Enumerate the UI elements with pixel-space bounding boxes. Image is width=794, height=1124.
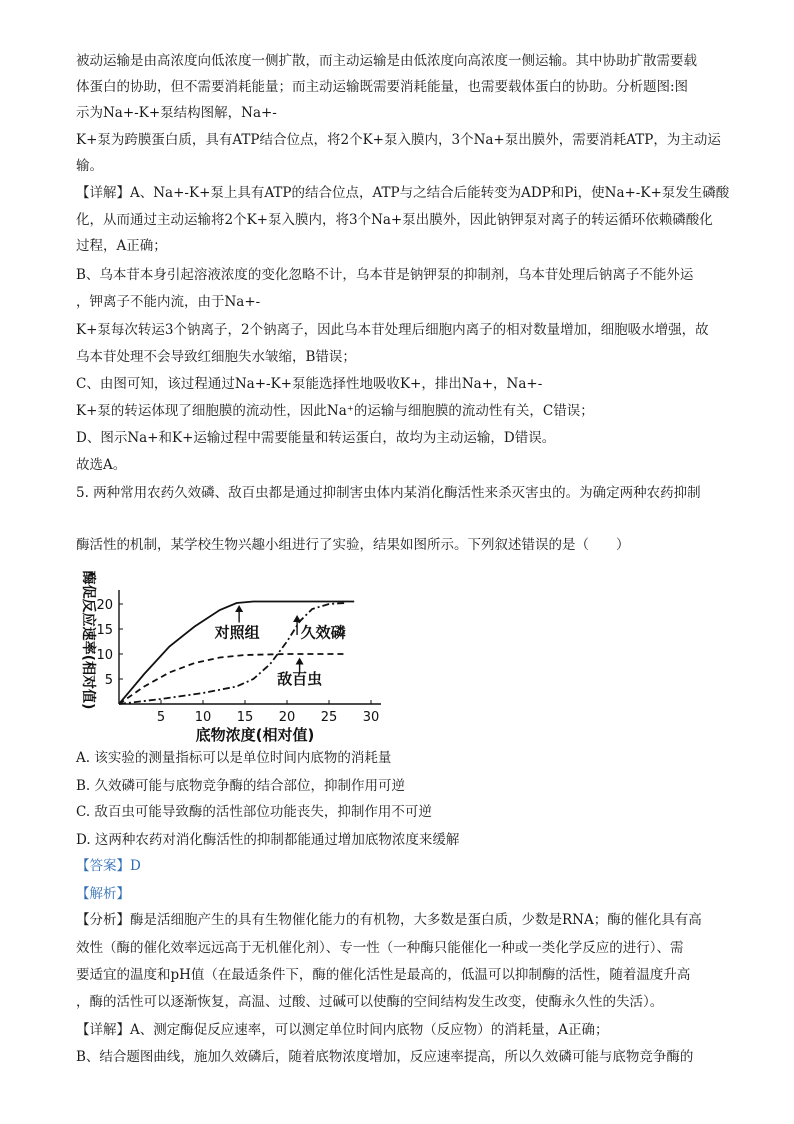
jiuxiaolin-arrowhead	[293, 615, 301, 622]
series-line-1	[119, 602, 354, 705]
text-line: ，酶的活性可以逐渐恢复，高温、过酸、过碱可以使酶的空间结构发生改变，使酶永久性的失活）。	[76, 994, 664, 1010]
x-tick-label: 5	[156, 710, 166, 725]
enzyme-rate-chart	[72, 568, 380, 746]
text-line: 【解析】	[76, 886, 130, 902]
x-tick-label: 25	[320, 710, 338, 725]
label-control-group: 对照组	[214, 623, 260, 642]
label-jiuxiaolin: 久效磷	[300, 623, 346, 642]
text-line: 5. 两种常用农药久效磷、敌百虫都是通过抑制害虫体内某消化酶活性来杀灭害虫的。为确定两种农药抑制	[76, 485, 701, 501]
text-line: 【详解】A、Na+-K+泵上具有ATP的结合位点，ATP与之结合后能转变为ADP和Pi，使Na+-K+泵发生磷酸	[76, 185, 730, 201]
x-tick-label: 30	[362, 710, 380, 725]
y-tick-label: 15	[96, 623, 113, 638]
text-line: D、图示Na+和K+运输过程中需要能量和转运蛋白，故均为主动运输，D错误。	[76, 430, 556, 446]
text-line: ，钾离子不能内流，由于Na+-	[76, 294, 261, 310]
text-line: 化，从而通过主动运输将2个K+泵入膜内，将3个Na+泵出膜外，因此钠钾泵对离子的转运循环依赖磷酸化	[76, 212, 713, 228]
y-tick-label: 5	[104, 673, 113, 688]
dibaichong-arrowhead	[296, 658, 304, 665]
text-line: 要适宜的温度和pH值（在最适条件下，酶的催化活性是最高的，低温可以抑制酶的活性，随着温度升高	[76, 967, 691, 983]
text-line: K+泵为跨膜蛋白质，具有ATP结合位点，将2个K+泵入膜内，3个Na+泵出膜外，需要消耗ATP，为主动运	[76, 132, 721, 148]
text-line: 过程，A正确；	[76, 238, 167, 254]
text-line: B. 久效磷可能与底物竞争酶的结合部位，抑制作用可逆	[76, 778, 406, 794]
text-line: 输。	[76, 158, 103, 174]
text-line: C. 敌百虫可能导致酶的活性部位功能丧失，抑制作用不可逆	[76, 804, 432, 820]
y-axis-label: 酶促反应速率(相对值)	[80, 570, 96, 710]
x-tick-label: 20	[278, 710, 296, 725]
text-line: 【答案】D	[76, 858, 141, 874]
label-dibaichong: 敌百虫	[277, 670, 323, 688]
text-line: 酶活性的机制，某学校生物兴趣小组进行了实验，结果如图所示。下列叙述错误的是（ ）	[76, 537, 630, 553]
y-tick-label: 20	[96, 598, 113, 613]
text-line: D. 这两种农药对消化酶活性的抑制都能通过增加底物浓度来缓解	[76, 832, 460, 848]
text-line: B、乌本苷本身引起溶液浓度的变化忽略不计，乌本苷是钠钾泵的抑制剂，乌本苷处理后钠离子不能外运	[76, 267, 694, 283]
y-tick-label: 10	[96, 648, 113, 663]
text-line: A. 该实验的测量指标可以是单位时间内底物的消耗量	[76, 750, 392, 766]
text-line: 【分析】酶是活细胞产生的具有生物催化能力的有机物，大多数是蛋白质，少数是RNA；酶的催化具有高	[76, 912, 702, 928]
text-line: 被动运输是由高浓度向低浓度一侧扩散，而主动运输是由低浓度向高浓度一侧运输。其中协助扩散需要载	[76, 53, 697, 69]
text-line: B、结合题图曲线，施加久效磷后，随着底物浓度增加，反应速率提高，所以久效磷可能与底物竞争酶的	[76, 1049, 694, 1065]
x-tick-label: 15	[236, 710, 254, 725]
text-line: 故选A。	[76, 457, 127, 473]
text-line: 【详解】A、测定酶促反应速率，可以测定单位时间内底物（反应物）的消耗量，A正确；	[76, 1022, 609, 1038]
text-line: C、由图可知，该过程通过Na+-K+泵能选择性地吸收K+，排出Na+，Na+-	[76, 376, 543, 392]
x-axis-label: 底物浓度(相对值)	[195, 726, 315, 744]
text-line: K+泵每次转运3个钠离子，2个钠离子，因此乌本苷处理后细胞内离子的相对数量增加，细胞吸水增强，故	[76, 322, 709, 338]
text-line: 体蛋白的协助，但不需要消耗能量；而主动运输既需要消耗能量，也需要载体蛋白的协助。分析题图:图	[76, 79, 689, 95]
text-line: 示为Na+-K+泵结构图解，Na+-	[76, 105, 277, 121]
text-line: 乌本苷处理不会导致红细胞失水皱缩，B错误；	[76, 349, 356, 365]
control-arrowhead	[235, 605, 243, 612]
text-line: K+泵的转运体现了细胞膜的流动性，因此Na⁺的运输与细胞膜的流动性有关，C错误；	[76, 403, 594, 419]
text-line: 效性（酶的催化效率远远高于无机催化剂）、专一性（一种酶只能催化一种或一类化学反应的进行）、需	[76, 940, 684, 956]
x-tick-label: 10	[194, 710, 212, 725]
